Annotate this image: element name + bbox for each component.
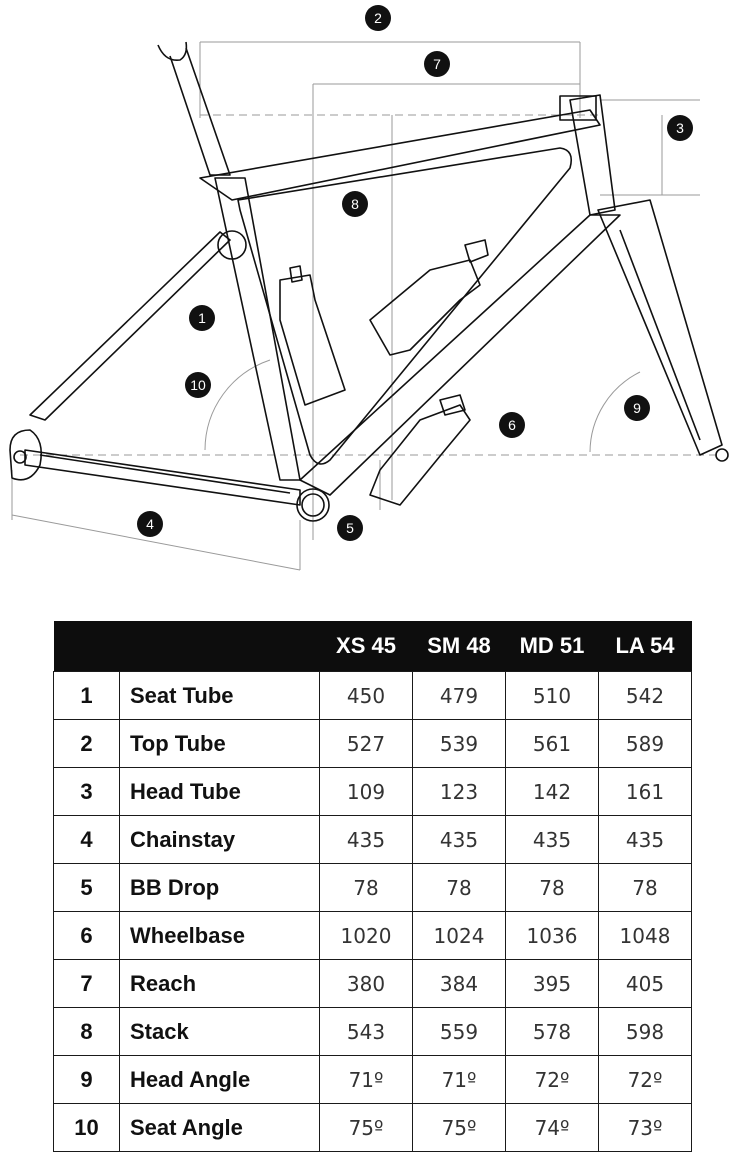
svg-text:10: 10 — [190, 377, 206, 393]
row-label: Top Tube — [120, 720, 320, 768]
cell-value: 142 — [506, 768, 599, 816]
geometry-table — [53, 621, 692, 1152]
table-row — [54, 960, 692, 1008]
row-label: Reach — [120, 960, 320, 1008]
cell-value: 78 — [413, 864, 506, 912]
table-header-row — [54, 621, 692, 672]
table-row — [54, 864, 692, 912]
row-number: 8 — [54, 1008, 120, 1056]
cell-value: 435 — [506, 816, 599, 864]
cell-value: 109 — [320, 768, 413, 816]
cell-value: 543 — [320, 1008, 413, 1056]
cell-value: 78 — [599, 864, 692, 912]
cell-value: 1048 — [599, 912, 692, 960]
bike-frame — [10, 42, 728, 521]
cell-value: 539 — [413, 720, 506, 768]
svg-text:2: 2 — [374, 10, 382, 26]
row-number: 4 — [54, 816, 120, 864]
cell-value: 450 — [320, 672, 413, 720]
cell-value: 1020 — [320, 912, 413, 960]
callout-10 — [185, 372, 211, 398]
callout-6 — [499, 412, 525, 438]
cell-value: 75º — [320, 1104, 413, 1152]
cell-value: 510 — [506, 672, 599, 720]
svg-text:9: 9 — [633, 400, 641, 416]
cell-value: 479 — [413, 672, 506, 720]
row-number: 7 — [54, 960, 120, 1008]
callout-badges — [137, 5, 693, 541]
cell-value: 561 — [506, 720, 599, 768]
cell-value: 527 — [320, 720, 413, 768]
cell-value: 578 — [506, 1008, 599, 1056]
table-row — [54, 912, 692, 960]
row-number: 9 — [54, 1056, 120, 1104]
dimension-lines — [12, 42, 720, 570]
callout-3 — [667, 115, 693, 141]
cell-value: 559 — [413, 1008, 506, 1056]
cell-value: 78 — [320, 864, 413, 912]
header-name — [120, 621, 320, 672]
cell-value: 384 — [413, 960, 506, 1008]
cell-value: 72º — [599, 1056, 692, 1104]
svg-text:6: 6 — [508, 417, 516, 433]
cell-value: 78 — [506, 864, 599, 912]
row-number: 6 — [54, 912, 120, 960]
cell-value: 380 — [320, 960, 413, 1008]
row-label: Stack — [120, 1008, 320, 1056]
row-label: BB Drop — [120, 864, 320, 912]
cell-value: 1024 — [413, 912, 506, 960]
cell-value: 161 — [599, 768, 692, 816]
header-size-xs: XS 45 — [320, 621, 413, 672]
svg-text:5: 5 — [346, 520, 354, 536]
header-size-md: MD 51 — [506, 621, 599, 672]
row-number: 5 — [54, 864, 120, 912]
cell-value: 71º — [413, 1056, 506, 1104]
header-size-sm: SM 48 — [413, 621, 506, 672]
svg-text:7: 7 — [433, 56, 441, 72]
row-number: 3 — [54, 768, 120, 816]
cell-value: 1036 — [506, 912, 599, 960]
cell-value: 123 — [413, 768, 506, 816]
header-size-la: LA 54 — [599, 621, 692, 672]
row-label: Wheelbase — [120, 912, 320, 960]
cell-value: 435 — [413, 816, 506, 864]
table-row — [54, 672, 692, 720]
row-number: 10 — [54, 1104, 120, 1152]
table-row — [54, 816, 692, 864]
callout-2 — [365, 5, 391, 31]
header-num — [54, 621, 120, 672]
callout-5 — [337, 515, 363, 541]
row-label: Head Angle — [120, 1056, 320, 1104]
callout-7 — [424, 51, 450, 77]
svg-text:4: 4 — [146, 516, 154, 532]
cell-value: 71º — [320, 1056, 413, 1104]
cell-value: 598 — [599, 1008, 692, 1056]
row-label: Seat Tube — [120, 672, 320, 720]
cell-value: 395 — [506, 960, 599, 1008]
svg-text:8: 8 — [351, 196, 359, 212]
cell-value: 74º — [506, 1104, 599, 1152]
cell-value: 73º — [599, 1104, 692, 1152]
callout-8 — [342, 191, 368, 217]
row-number: 1 — [54, 672, 120, 720]
cell-value: 75º — [413, 1104, 506, 1152]
row-label: Head Tube — [120, 768, 320, 816]
cell-value: 405 — [599, 960, 692, 1008]
callout-9 — [624, 395, 650, 421]
table-row — [54, 1008, 692, 1056]
table-row — [54, 768, 692, 816]
cell-value: 435 — [599, 816, 692, 864]
table-row — [54, 1104, 692, 1152]
row-label: Chainstay — [120, 816, 320, 864]
cell-value: 589 — [599, 720, 692, 768]
svg-text:1: 1 — [198, 310, 206, 326]
row-number: 2 — [54, 720, 120, 768]
table-row — [54, 1056, 692, 1104]
svg-text:3: 3 — [676, 120, 684, 136]
table-row — [54, 720, 692, 768]
callout-4 — [137, 511, 163, 537]
callout-1 — [189, 305, 215, 331]
row-label: Seat Angle — [120, 1104, 320, 1152]
cell-value: 542 — [599, 672, 692, 720]
cell-value: 72º — [506, 1056, 599, 1104]
cell-value: 435 — [320, 816, 413, 864]
